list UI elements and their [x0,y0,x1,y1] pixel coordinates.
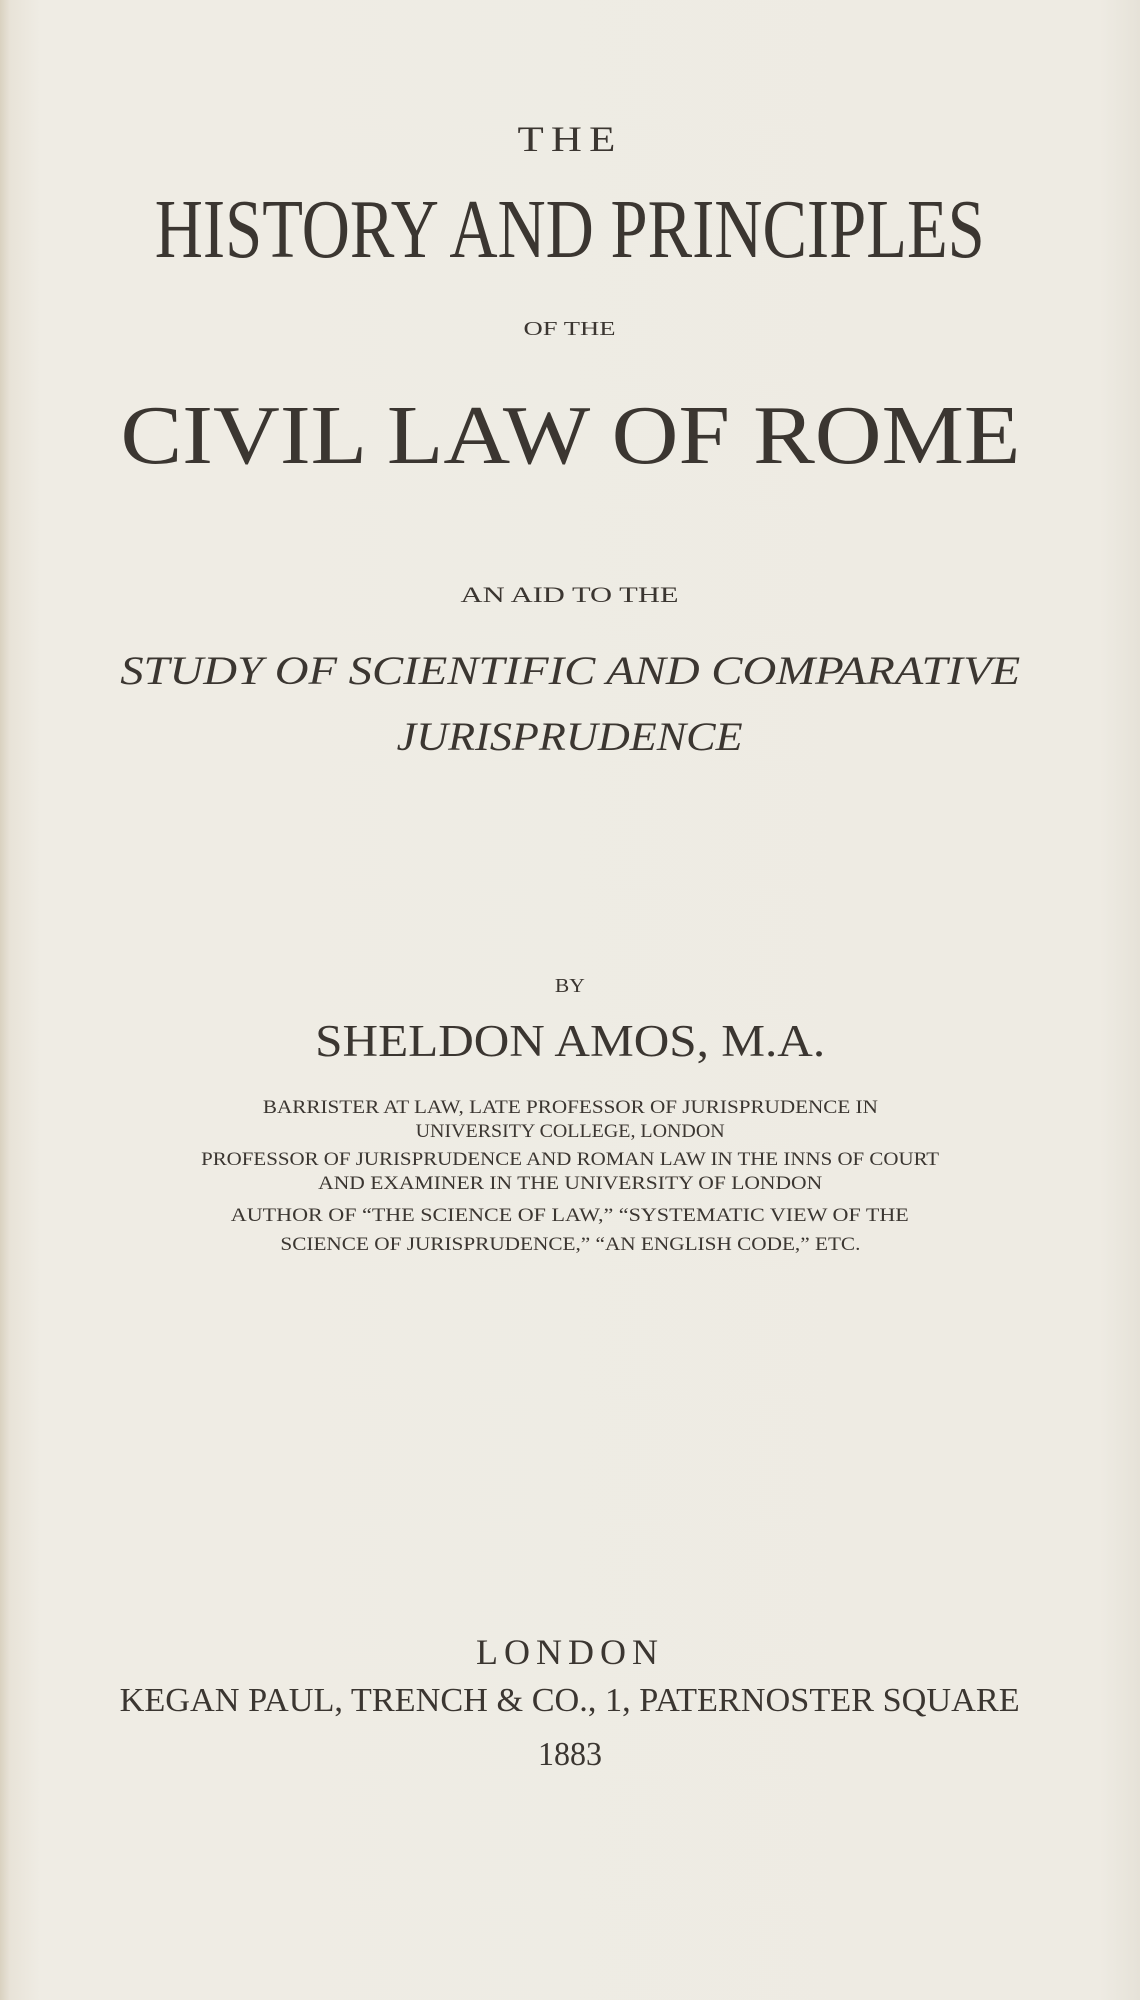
credential-line-text: BARRISTER AT LAW, LATE PROFESSOR OF JURISPRUDENCE IN [262,1097,878,1118]
credential-line [0,1122,1140,1141]
credential-line [0,1098,1140,1117]
author-name [0,1016,1140,1066]
title-line-2 [0,389,1140,482]
credential-line-text: PROFESSOR OF JURISPRUDENCE AND ROMAN LAW IN THE INNS OF COURT [201,1149,939,1170]
subtitle-line-1-text: STUDY OF SCIENTIFIC AND COMPARATIVE [119,648,1020,693]
credential-line-text: AUTHOR OF “THE SCIENCE OF LAW,” “SYSTEMATIC VIEW OF THE [230,1205,909,1226]
subtitle-line-2-text: JURISPRUDENCE [396,714,743,759]
of-the-text: OF THE [524,318,616,340]
subtitle-intro [0,584,1140,606]
imprint-year [0,1738,1140,1772]
credential-line [0,1235,1140,1254]
credential-line [0,1174,1140,1193]
subtitle-line-2 [0,714,1140,759]
subtitle-intro-text: AN AID TO THE [461,582,679,607]
subtitle-line-1 [0,648,1140,693]
title-line-1-text: HISTORY AND PRINCIPLES [155,183,985,276]
author-name-text: SHELDON AMOS, M.A. [315,1016,825,1066]
imprint-publisher [0,1684,1140,1718]
imprint-year-text: 1883 [538,1736,602,1773]
imprint-place [0,1634,1140,1670]
of-the [0,319,1140,339]
credential-line-text: SCIENCE OF JURISPRUDENCE,” “AN ENGLISH CODE,” ETC. [280,1234,860,1255]
title-the-text: THE [517,119,623,159]
title-line-2-text: CIVIL LAW OF ROME [119,389,1020,482]
title-the [0,121,1140,157]
credential-line-text: UNIVERSITY COLLEGE, LONDON [415,1121,725,1142]
credential-line-text: AND EXAMINER IN THE UNIVERSITY OF LONDON [317,1173,822,1194]
title-line-1 [0,183,1140,276]
imprint-place-text: LONDON [475,1632,664,1672]
credential-line [0,1206,1140,1225]
by-label [0,976,1140,996]
by-text: BY [554,975,585,997]
credential-line [0,1150,1140,1169]
imprint-publisher-text: KEGAN PAUL, TRENCH & CO., 1, PATERNOSTER SQUARE [120,1682,1020,1719]
